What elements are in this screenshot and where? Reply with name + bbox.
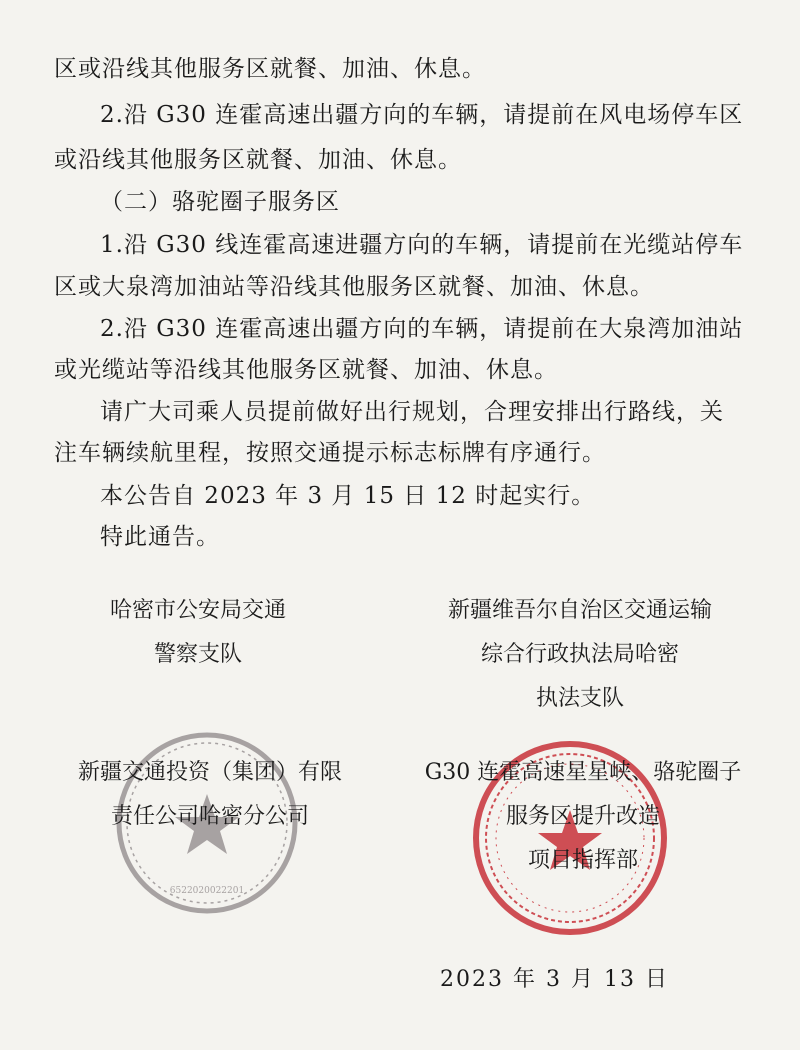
effective-date-line: 本公告自 2023 年 3 月 15 日 12 时起实行。 bbox=[100, 483, 596, 509]
signer-command bbox=[398, 758, 768, 890]
closing-line: 特此通告。 bbox=[100, 524, 220, 550]
grey-seal-code: 6522020022201 bbox=[169, 886, 245, 896]
signer-police-line-2: 警察支队 bbox=[153, 642, 242, 667]
signer-police bbox=[68, 596, 328, 684]
section-heading: （二）骆驼圈子服务区 bbox=[100, 189, 340, 215]
body-line-1: 区或沿线其他服务区就餐、加油、休息。 bbox=[54, 56, 486, 82]
signer-investment bbox=[50, 758, 370, 846]
signer-command-line-3: 项目指挥部 bbox=[527, 848, 638, 873]
body-line-5: 1.沿 G30 线连霍高速进疆方向的车辆，请提前在光缆站停车 bbox=[100, 232, 744, 258]
signer-investment-line-1: 新疆交通投资（集团）有限 bbox=[77, 760, 342, 785]
issue-date: 2023 年 3 月 13 日 bbox=[440, 967, 669, 992]
body-line-9: 请广大司乘人员提前做好出行规划，合理安排出行路线，关 bbox=[100, 399, 724, 425]
signer-transport-line-1: 新疆维吾尔自治区交通运输 bbox=[447, 598, 712, 623]
body-line-7: 2.沿 G30 连霍高速出疆方向的车辆，请提前在大泉湾加油站 bbox=[100, 316, 744, 342]
body-line-6: 区或大泉湾加油站等沿线其他服务区就餐、加油、休息。 bbox=[54, 274, 654, 300]
signer-command-line-1: G30 连霍高速星星峡、骆驼圈子 bbox=[424, 760, 742, 785]
signer-transport bbox=[420, 596, 740, 728]
body-line-2: 2.沿 G30 连霍高速出疆方向的车辆，请提前在风电场停车区 bbox=[100, 102, 744, 128]
signer-command-line-2: 服务区提升改造 bbox=[505, 804, 660, 829]
signer-transport-line-3: 执法支队 bbox=[535, 686, 624, 711]
signer-police-line-1: 哈密市公安局交通 bbox=[109, 598, 286, 623]
signer-investment-line-2: 责任公司哈密分公司 bbox=[110, 804, 309, 829]
body-line-8: 或光缆站等沿线其他服务区就餐、加油、休息。 bbox=[54, 357, 558, 383]
signer-transport-line-2: 综合行政执法局哈密 bbox=[480, 642, 679, 667]
body-line-10: 注车辆续航里程，按照交通提示标志标牌有序通行。 bbox=[54, 440, 606, 466]
body-line-3: 或沿线其他服务区就餐、加油、休息。 bbox=[54, 147, 462, 173]
